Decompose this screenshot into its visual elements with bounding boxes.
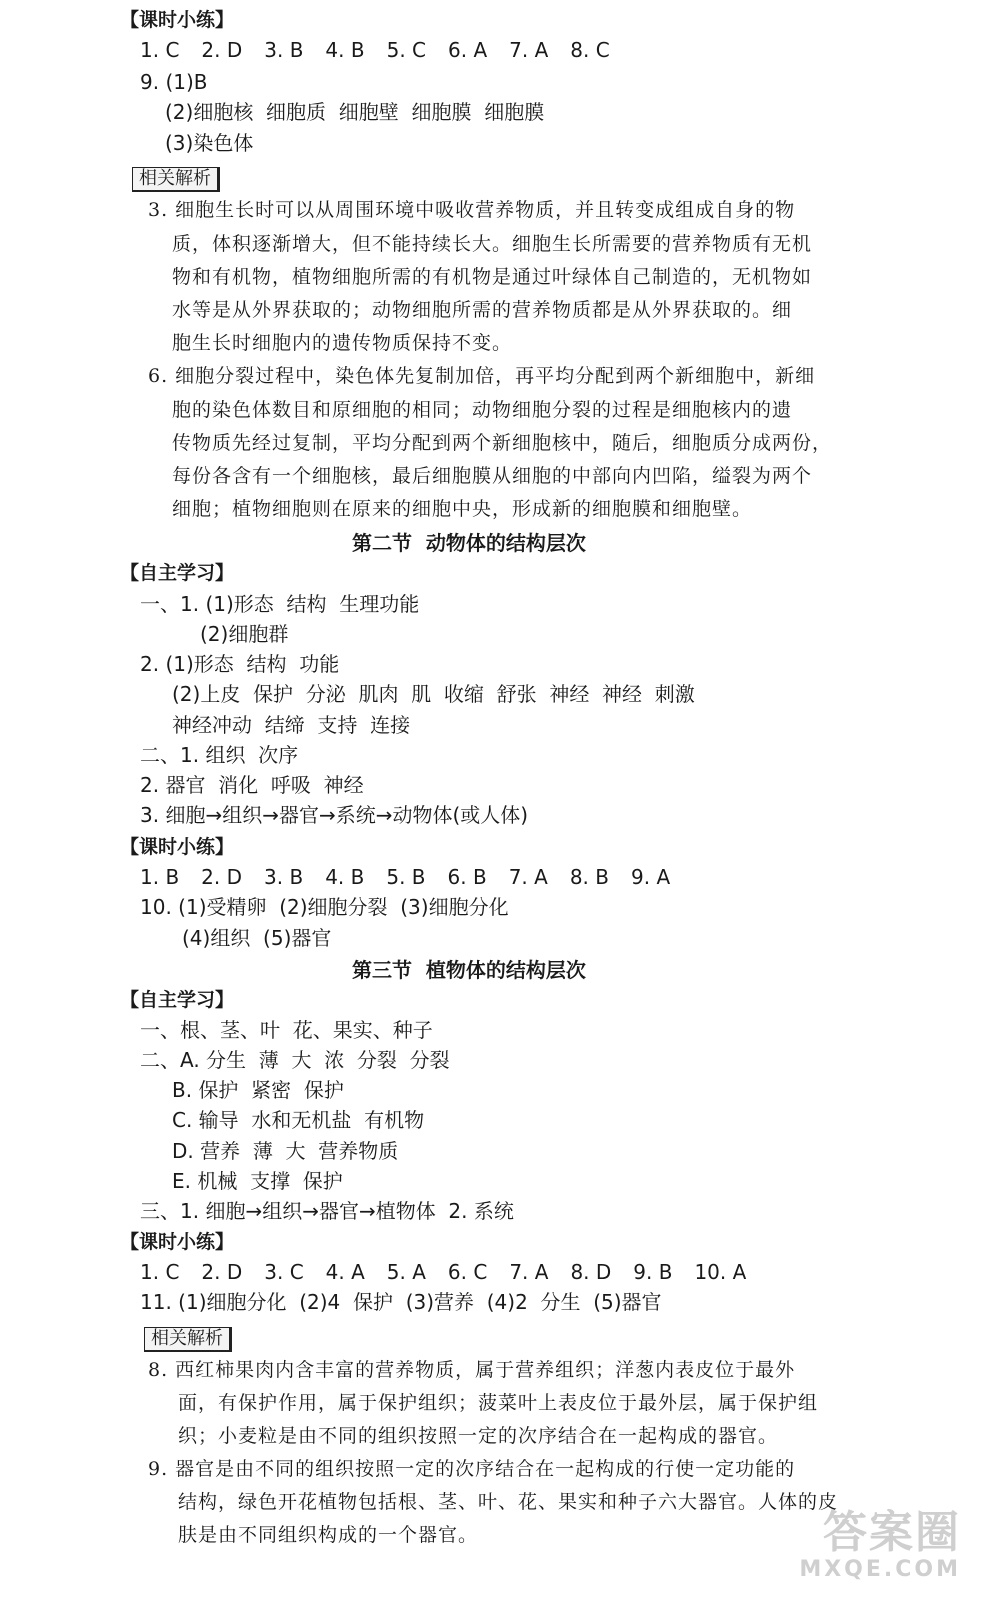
answer-row (140, 1260, 768, 1284)
self-study-heading: 【自主学习】 (120, 562, 235, 584)
answer-line: C. 输导 水和无机盐 有机物 (172, 1108, 425, 1132)
watermark-text: 答案圈 (823, 1507, 961, 1558)
answer-line: 二、A. 分生 薄 大 浓 分裂 分裂 (140, 1048, 450, 1072)
answer-item: 4. B (325, 865, 365, 889)
answer-item: 4. A (325, 1260, 365, 1284)
answer-item: 9. B (633, 1260, 673, 1284)
explanation-line: 胞的染色体数目和原细胞的相同；动物细胞分裂的过程是细胞核内的遗 (172, 399, 793, 421)
answer-item: 8. B (569, 865, 609, 889)
answer-line: (2)上皮 保护 分泌 肌肉 肌 收缩 舒张 神经 神经 刺激 (172, 682, 695, 706)
answer-item: 8. C (570, 38, 610, 62)
explanation-line: 9. 器官是由不同的组织按照一定的次序结合在一起构成的行使一定功能的 (148, 1458, 796, 1480)
answer-line: D. 营养 薄 大 营养物质 (172, 1139, 399, 1163)
answer-item: 8. D (570, 1260, 612, 1284)
explanation-line: 6. 细胞分裂过程中，染色体先复制加倍，再平均分配到两个新细胞中，新细 (148, 365, 816, 387)
answer-line: (2)细胞核 细胞质 细胞壁 细胞膜 细胞膜 (165, 100, 545, 124)
answer-item: 1. C (140, 38, 180, 62)
answer-line: (3)染色体 (165, 131, 254, 155)
answer-line: 神经冲动 结缔 支持 连接 (172, 713, 411, 737)
answer-item: 2. D (201, 1260, 243, 1284)
section-title: 第三节 植物体的结构层次 (352, 958, 586, 982)
answer-line: B. 保护 紧密 保护 (172, 1078, 344, 1102)
explanation-line: 细胞；植物细胞则在原来的细胞中央，形成新的细胞膜和细胞壁。 (172, 498, 753, 520)
explanation-line: 面，有保护作用，属于保护组织；菠菜叶上表皮位于最外层，属于保护组 (178, 1392, 819, 1414)
answer-line: 一、根、茎、叶 花、果实、种子 (140, 1018, 433, 1042)
explanation-line: 水等是从外界获取的；动物细胞所需的营养物质都是从外界获取的。细 (172, 299, 793, 321)
explanation-line: 织；小麦粒是由不同的组织按照一定的次序结合在一起构成的器官。 (178, 1425, 779, 1447)
answer-item: 3. C (264, 1260, 304, 1284)
section-title: 第二节 动物体的结构层次 (352, 531, 586, 555)
answer-line: 2. 器官 消化 呼吸 神经 (140, 773, 364, 797)
answer-item: 2. D (201, 38, 243, 62)
answer-item: 6. A (448, 38, 488, 62)
answer-line: 3. 细胞→组织→器官→系统→动物体(或人体) (140, 803, 529, 827)
answer-item: 1. C (140, 1260, 180, 1284)
answer-item: 2. D (201, 865, 243, 889)
answer-item: 10. A (694, 1260, 747, 1284)
answer-line: E. 机械 支撑 保护 (172, 1169, 343, 1193)
explanation-line: 肤是由不同组织构成的一个器官。 (178, 1524, 479, 1546)
explanation-line: 3. 细胞生长时可以从周围环境中吸收营养物质，并且转变成组成自身的物 (148, 199, 796, 221)
answer-item: 6. B (447, 865, 487, 889)
answer-item: 3. B (264, 865, 304, 889)
explanation-line: 物和有机物，植物细胞所需的有机物是通过叶绿体自己制造的，无机物如 (172, 266, 813, 288)
answer-line: (2)细胞群 (200, 622, 289, 646)
explanation-line: 胞生长时细胞内的遗传物质保持不变。 (172, 332, 513, 354)
watermark-url: MXQE.COM (799, 1557, 961, 1582)
explanation-line: 质，体积逐渐增大，但不能持续长大。细胞生长所需要的营养物质有无机 (172, 233, 813, 255)
answer-row (140, 38, 632, 62)
answer-item: 7. A (509, 38, 549, 62)
analysis-tag: 相关解析 (132, 167, 220, 192)
answer-line: 2. (1)形态 结构 功能 (140, 652, 340, 676)
answer-item: 4. B (325, 38, 365, 62)
answer-line: 一、1. (1)形态 结构 生理功能 (140, 592, 420, 616)
answer-line: 10. (1)受精卵 (2)细胞分裂 (3)细胞分化 (140, 895, 509, 919)
answer-item: 9. A (631, 865, 671, 889)
practice-heading: 【课时小练】 (120, 836, 235, 858)
explanation-line: 每份各含有一个细胞核，最后细胞膜从细胞的中部向内凹陷，缢裂为两个 (172, 465, 813, 487)
practice-heading: 【课时小练】 (120, 9, 235, 31)
answer-line: (4)组织 (5)器官 (182, 926, 332, 950)
answer-line: 三、1. 细胞→组织→器官→植物体 2. 系统 (140, 1199, 514, 1223)
watermark-logo (799, 1509, 961, 1582)
answer-line: 9. (1)B (140, 70, 208, 94)
answer-item: 5. B (386, 865, 426, 889)
answer-item: 5. C (386, 38, 426, 62)
answer-row (140, 865, 692, 889)
answer-item: 7. A (508, 865, 548, 889)
explanation-line: 传物质先经过复制，平均分配到两个新细胞核中，随后，细胞质分成两份， (172, 432, 833, 454)
answer-item: 3. B (264, 38, 304, 62)
answer-line: 11. (1)细胞分化 (2)4 保护 (3)营养 (4)2 分生 (5)器官 (140, 1290, 662, 1314)
practice-heading: 【课时小练】 (120, 1231, 235, 1253)
self-study-heading: 【自主学习】 (120, 989, 235, 1011)
answer-item: 7. A (509, 1260, 549, 1284)
answer-item: 5. A (386, 1260, 426, 1284)
answer-item: 6. C (447, 1260, 488, 1284)
analysis-tag: 相关解析 (144, 1327, 232, 1352)
explanation-line: 8. 西红柿果肉内含丰富的营养物质，属于营养组织；洋葱内表皮位于最外 (148, 1359, 796, 1381)
answer-item: 1. B (140, 865, 180, 889)
answer-line: 二、1. 组织 次序 (140, 743, 299, 767)
explanation-line: 结构，绿色开花植物包括根、茎、叶、花、果实和种子六大器官。人体的皮 (178, 1491, 839, 1513)
